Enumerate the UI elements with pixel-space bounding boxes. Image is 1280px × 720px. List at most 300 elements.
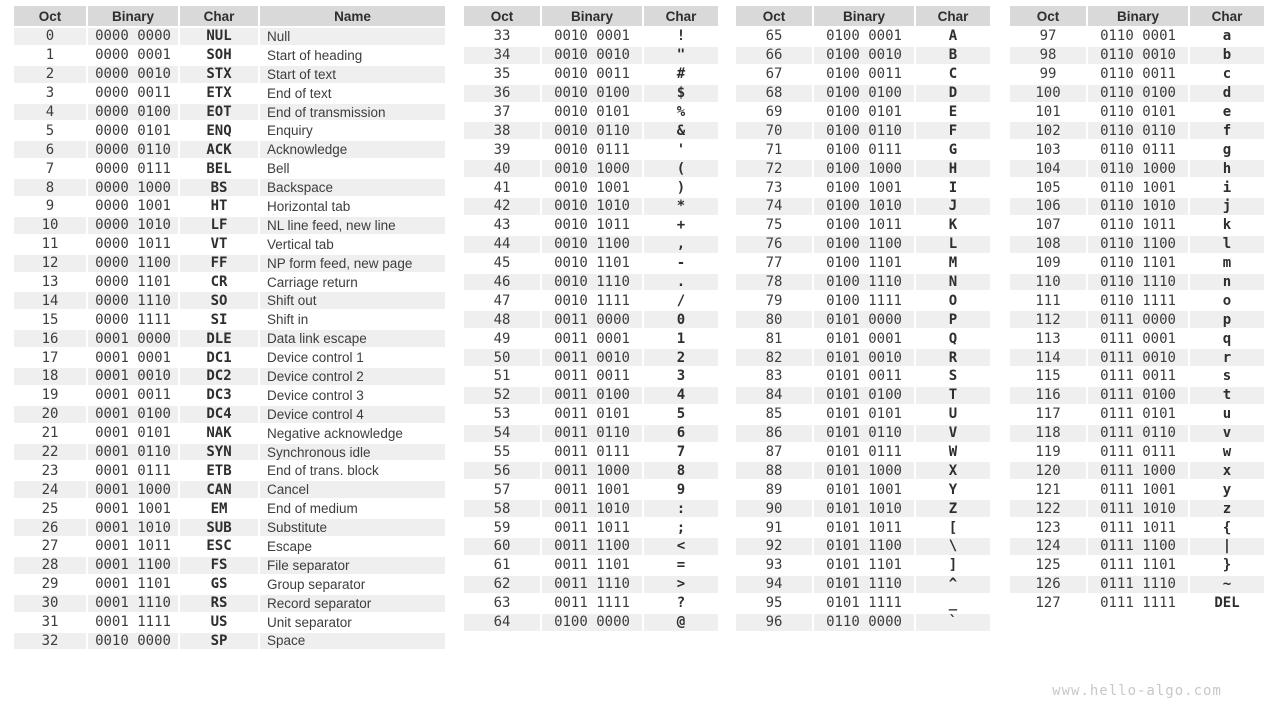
table-row [1010, 292, 1264, 311]
char-cell: b [1188, 47, 1264, 66]
binary-cell: 0101 0011 [812, 368, 914, 387]
oct-cell: 23 [14, 462, 86, 481]
table-row [736, 217, 990, 236]
char-cell: CAN [178, 481, 258, 500]
binary-cell: 0111 1101 [1086, 557, 1188, 576]
header-row [736, 6, 990, 28]
binary-cell: 0110 1011 [1086, 217, 1188, 236]
header-row [14, 6, 445, 28]
table-row [736, 462, 990, 481]
oct-cell: 96 [736, 614, 812, 633]
oct-cell: 2 [14, 66, 86, 85]
binary-cell: 0001 1011 [86, 538, 178, 557]
oct-cell: 67 [736, 66, 812, 85]
oct-cell: 18 [14, 368, 86, 387]
column-header-char: Char [642, 6, 718, 28]
oct-cell: 41 [464, 179, 540, 198]
oct-cell: 58 [464, 500, 540, 519]
table-row [736, 481, 990, 500]
table-row [736, 538, 990, 557]
oct-cell: 50 [464, 349, 540, 368]
binary-cell: 0100 1001 [812, 179, 914, 198]
char-cell: : [642, 500, 718, 519]
oct-cell: 86 [736, 425, 812, 444]
oct-cell: 66 [736, 47, 812, 66]
char-cell: m [1188, 255, 1264, 274]
binary-cell: 0101 0110 [812, 425, 914, 444]
oct-cell: 9 [14, 198, 86, 217]
binary-cell: 0110 1110 [1086, 274, 1188, 293]
binary-cell: 0010 1011 [540, 217, 642, 236]
binary-cell: 0100 0011 [812, 66, 914, 85]
binary-cell: 0010 1001 [540, 179, 642, 198]
binary-cell: 0111 1110 [1086, 576, 1188, 595]
table-row [736, 349, 990, 368]
oct-cell: 106 [1010, 198, 1086, 217]
oct-cell: 46 [464, 274, 540, 293]
binary-cell: 0110 0110 [1086, 122, 1188, 141]
name-cell: Escape [258, 538, 445, 557]
char-cell: c [1188, 66, 1264, 85]
binary-cell: 0000 0101 [86, 122, 178, 141]
table-row [1010, 122, 1264, 141]
oct-cell: 82 [736, 349, 812, 368]
char-cell: RS [178, 595, 258, 614]
oct-cell: 70 [736, 122, 812, 141]
char-cell: VT [178, 236, 258, 255]
table-row [1010, 444, 1264, 463]
char-cell: DC4 [178, 406, 258, 425]
char-cell: DC3 [178, 387, 258, 406]
oct-cell: 127 [1010, 595, 1086, 614]
name-cell: Start of heading [258, 47, 445, 66]
table-row [14, 387, 445, 406]
char-cell: v [1188, 425, 1264, 444]
table-row [464, 557, 718, 576]
oct-cell: 124 [1010, 538, 1086, 557]
name-cell: NL line feed, new line [258, 217, 445, 236]
binary-cell: 0001 0101 [86, 425, 178, 444]
oct-cell: 92 [736, 538, 812, 557]
char-cell: FS [178, 557, 258, 576]
oct-cell: 95 [736, 595, 812, 614]
char-cell: B [914, 47, 990, 66]
char-cell: DLE [178, 330, 258, 349]
oct-cell: 34 [464, 47, 540, 66]
binary-cell: 0100 0110 [812, 122, 914, 141]
table-row [14, 104, 445, 123]
oct-cell: 15 [14, 311, 86, 330]
column-header-char: Char [914, 6, 990, 28]
binary-cell: 0001 0111 [86, 462, 178, 481]
binary-cell: 0111 0111 [1086, 444, 1188, 463]
oct-cell: 72 [736, 160, 812, 179]
table-row [736, 330, 990, 349]
table-row [14, 557, 445, 576]
binary-cell: 0111 0001 [1086, 330, 1188, 349]
binary-cell: 0100 0101 [812, 104, 914, 123]
table-row [736, 444, 990, 463]
char-cell: h [1188, 160, 1264, 179]
char-cell: BEL [178, 160, 258, 179]
table-row [464, 481, 718, 500]
oct-cell: 57 [464, 481, 540, 500]
oct-cell: 100 [1010, 85, 1086, 104]
table-row [736, 595, 990, 614]
char-cell: A [914, 28, 990, 47]
char-cell: SI [178, 311, 258, 330]
table-row [736, 160, 990, 179]
table-row [1010, 330, 1264, 349]
table-row [464, 292, 718, 311]
char-cell: = [642, 557, 718, 576]
column-header-oct: Oct [464, 6, 540, 28]
oct-cell: 4 [14, 104, 86, 123]
oct-cell: 14 [14, 292, 86, 311]
char-cell: x [1188, 462, 1264, 481]
table-row [1010, 179, 1264, 198]
binary-cell: 0111 1011 [1086, 519, 1188, 538]
char-cell: GS [178, 576, 258, 595]
ascii-table-codes-33-64 [464, 6, 718, 633]
oct-cell: 115 [1010, 368, 1086, 387]
binary-cell: 0110 0101 [1086, 104, 1188, 123]
oct-cell: 105 [1010, 179, 1086, 198]
oct-cell: 12 [14, 255, 86, 274]
char-cell: - [642, 255, 718, 274]
oct-cell: 87 [736, 444, 812, 463]
table-row [14, 406, 445, 425]
oct-cell: 91 [736, 519, 812, 538]
binary-cell: 0001 0100 [86, 406, 178, 425]
char-cell: e [1188, 104, 1264, 123]
binary-cell: 0011 1000 [540, 462, 642, 481]
table-row [736, 85, 990, 104]
binary-cell: 0010 0011 [540, 66, 642, 85]
binary-cell: 0101 1001 [812, 481, 914, 500]
table-row [1010, 368, 1264, 387]
binary-cell: 0000 0011 [86, 85, 178, 104]
table-row [464, 274, 718, 293]
char-cell: W [914, 444, 990, 463]
name-cell: Group separator [258, 576, 445, 595]
table-row [736, 292, 990, 311]
oct-cell: 56 [464, 462, 540, 481]
table-row [14, 160, 445, 179]
table-row [464, 614, 718, 633]
char-cell: t [1188, 387, 1264, 406]
table-row [736, 236, 990, 255]
table-row [14, 255, 445, 274]
binary-cell: 0010 0110 [540, 122, 642, 141]
binary-cell: 0000 0010 [86, 66, 178, 85]
oct-cell: 42 [464, 198, 540, 217]
char-cell: SO [178, 292, 258, 311]
char-cell: ~ [1188, 576, 1264, 595]
oct-cell: 44 [464, 236, 540, 255]
table-row [1010, 85, 1264, 104]
table-row [464, 349, 718, 368]
table-row [736, 255, 990, 274]
binary-cell: 0000 0001 [86, 47, 178, 66]
binary-cell: 0001 1111 [86, 614, 178, 633]
table-row [464, 368, 718, 387]
binary-cell: 0100 1000 [812, 160, 914, 179]
name-cell: Acknowledge [258, 141, 445, 160]
char-cell: US [178, 614, 258, 633]
char-cell: SOH [178, 47, 258, 66]
table-row [1010, 538, 1264, 557]
table-row [14, 85, 445, 104]
char-cell: ] [914, 557, 990, 576]
binary-cell: 0001 0110 [86, 444, 178, 463]
binary-cell: 0000 1001 [86, 198, 178, 217]
table-row [14, 311, 445, 330]
binary-cell: 0110 1010 [1086, 198, 1188, 217]
char-cell: 7 [642, 444, 718, 463]
table-row [1010, 481, 1264, 500]
char-cell: FF [178, 255, 258, 274]
table-row [464, 311, 718, 330]
name-cell: End of text [258, 85, 445, 104]
char-cell: ETB [178, 462, 258, 481]
table-row [14, 481, 445, 500]
name-cell: Synchronous idle [258, 444, 445, 463]
oct-cell: 90 [736, 500, 812, 519]
oct-cell: 32 [14, 633, 86, 652]
column-header-binary: Binary [86, 6, 178, 28]
char-cell: # [642, 66, 718, 85]
column-header-oct: Oct [736, 6, 812, 28]
binary-cell: 0110 1000 [1086, 160, 1188, 179]
name-cell: Record separator [258, 595, 445, 614]
char-cell: u [1188, 406, 1264, 425]
table-row [736, 557, 990, 576]
char-cell: ACK [178, 141, 258, 160]
table-row [736, 141, 990, 160]
table-row [1010, 311, 1264, 330]
table-row [14, 349, 445, 368]
oct-cell: 88 [736, 462, 812, 481]
column-header-binary: Binary [812, 6, 914, 28]
table-row [464, 217, 718, 236]
table-row [464, 179, 718, 198]
binary-cell: 0111 1010 [1086, 500, 1188, 519]
oct-cell: 6 [14, 141, 86, 160]
char-cell: NAK [178, 425, 258, 444]
binary-cell: 0101 1010 [812, 500, 914, 519]
char-cell: $ [642, 85, 718, 104]
binary-cell: 0001 1101 [86, 576, 178, 595]
binary-cell: 0100 0001 [812, 28, 914, 47]
table-row [1010, 255, 1264, 274]
name-cell: Start of text [258, 66, 445, 85]
binary-cell: 0101 0100 [812, 387, 914, 406]
oct-cell: 60 [464, 538, 540, 557]
binary-cell: 0011 1111 [540, 595, 642, 614]
char-cell: CR [178, 274, 258, 293]
binary-cell: 0110 1100 [1086, 236, 1188, 255]
binary-cell: 0100 1110 [812, 274, 914, 293]
table-row [736, 519, 990, 538]
binary-cell: 0001 0001 [86, 349, 178, 368]
oct-cell: 101 [1010, 104, 1086, 123]
table-row [14, 122, 445, 141]
binary-cell: 0010 0101 [540, 104, 642, 123]
binary-cell: 0000 0100 [86, 104, 178, 123]
oct-cell: 53 [464, 406, 540, 425]
binary-cell: 0110 0000 [812, 614, 914, 633]
table-row [14, 368, 445, 387]
binary-cell: 0000 1011 [86, 236, 178, 255]
char-cell: ; [642, 519, 718, 538]
binary-cell: 0000 0110 [86, 141, 178, 160]
char-cell: Q [914, 330, 990, 349]
ascii-table-codes-65-96 [736, 6, 990, 633]
oct-cell: 20 [14, 406, 86, 425]
binary-cell: 0100 1011 [812, 217, 914, 236]
binary-cell: 0101 0001 [812, 330, 914, 349]
name-cell: Bell [258, 160, 445, 179]
oct-cell: 16 [14, 330, 86, 349]
name-cell: Cancel [258, 481, 445, 500]
char-cell: J [914, 198, 990, 217]
char-cell: o [1188, 292, 1264, 311]
oct-cell: 102 [1010, 122, 1086, 141]
binary-cell: 0010 0111 [540, 141, 642, 160]
char-cell: + [642, 217, 718, 236]
char-cell: r [1188, 349, 1264, 368]
binary-cell: 0100 0111 [812, 141, 914, 160]
char-cell: _ [914, 595, 990, 614]
oct-cell: 69 [736, 104, 812, 123]
oct-cell: 93 [736, 557, 812, 576]
binary-cell: 0100 1010 [812, 198, 914, 217]
table-row [14, 217, 445, 236]
oct-cell: 48 [464, 311, 540, 330]
name-cell: Space [258, 633, 445, 652]
char-cell: H [914, 160, 990, 179]
binary-cell: 0111 0000 [1086, 311, 1188, 330]
oct-cell: 8 [14, 179, 86, 198]
oct-cell: 81 [736, 330, 812, 349]
oct-cell: 125 [1010, 557, 1086, 576]
oct-cell: 107 [1010, 217, 1086, 236]
char-cell: STX [178, 66, 258, 85]
table-row [464, 595, 718, 614]
binary-cell: 0100 0100 [812, 85, 914, 104]
char-cell: j [1188, 198, 1264, 217]
name-cell: End of medium [258, 500, 445, 519]
oct-cell: 74 [736, 198, 812, 217]
name-cell: Shift in [258, 311, 445, 330]
binary-cell: 0010 0100 [540, 85, 642, 104]
binary-cell: 0111 0010 [1086, 349, 1188, 368]
binary-cell: 0000 1110 [86, 292, 178, 311]
oct-cell: 80 [736, 311, 812, 330]
binary-cell: 0101 1000 [812, 462, 914, 481]
table-row [1010, 274, 1264, 293]
column-header-binary: Binary [1086, 6, 1188, 28]
char-cell: 2 [642, 349, 718, 368]
char-cell: d [1188, 85, 1264, 104]
binary-cell: 0001 0011 [86, 387, 178, 406]
table-row [464, 66, 718, 85]
name-cell: Horizontal tab [258, 198, 445, 217]
char-cell: 5 [642, 406, 718, 425]
oct-cell: 123 [1010, 519, 1086, 538]
char-cell: M [914, 255, 990, 274]
char-cell: ' [642, 141, 718, 160]
char-cell: I [914, 179, 990, 198]
char-cell: ` [914, 614, 990, 633]
table-row [1010, 519, 1264, 538]
oct-cell: 43 [464, 217, 540, 236]
table-row [464, 519, 718, 538]
binary-cell: 0110 0010 [1086, 47, 1188, 66]
table-row [14, 28, 445, 47]
table-row [736, 500, 990, 519]
binary-cell: 0010 0001 [540, 28, 642, 47]
binary-cell: 0001 1000 [86, 481, 178, 500]
oct-cell: 122 [1010, 500, 1086, 519]
char-cell: S [914, 368, 990, 387]
char-cell: l [1188, 236, 1264, 255]
table-row [1010, 462, 1264, 481]
binary-cell: 0011 0101 [540, 406, 642, 425]
char-cell: L [914, 236, 990, 255]
binary-cell: 0011 1100 [540, 538, 642, 557]
oct-cell: 104 [1010, 160, 1086, 179]
char-cell: C [914, 66, 990, 85]
char-cell: @ [642, 614, 718, 633]
binary-cell: 0110 1001 [1086, 179, 1188, 198]
table-row [736, 47, 990, 66]
ascii-table-control-characters [14, 6, 445, 651]
char-cell: ESC [178, 538, 258, 557]
char-cell: 8 [642, 462, 718, 481]
name-cell: Unit separator [258, 614, 445, 633]
table-row [1010, 28, 1264, 47]
binary-cell: 0101 1101 [812, 557, 914, 576]
binary-cell: 0101 1110 [812, 576, 914, 595]
binary-cell: 0111 0110 [1086, 425, 1188, 444]
oct-cell: 84 [736, 387, 812, 406]
binary-cell: 0100 1111 [812, 292, 914, 311]
table-row [1010, 198, 1264, 217]
table-row [464, 406, 718, 425]
oct-cell: 97 [1010, 28, 1086, 47]
binary-cell: 0000 1111 [86, 311, 178, 330]
char-cell: O [914, 292, 990, 311]
name-cell: Enquiry [258, 122, 445, 141]
oct-cell: 26 [14, 519, 86, 538]
char-cell: [ [914, 519, 990, 538]
binary-cell: 0100 1101 [812, 255, 914, 274]
binary-cell: 0011 1011 [540, 519, 642, 538]
oct-cell: 63 [464, 595, 540, 614]
table-row [464, 122, 718, 141]
table-row [1010, 160, 1264, 179]
oct-cell: 61 [464, 557, 540, 576]
binary-cell: 0110 1101 [1086, 255, 1188, 274]
binary-cell: 0101 1011 [812, 519, 914, 538]
oct-cell: 94 [736, 576, 812, 595]
char-cell: \ [914, 538, 990, 557]
oct-cell: 77 [736, 255, 812, 274]
oct-cell: 13 [14, 274, 86, 293]
binary-cell: 0011 1001 [540, 481, 642, 500]
